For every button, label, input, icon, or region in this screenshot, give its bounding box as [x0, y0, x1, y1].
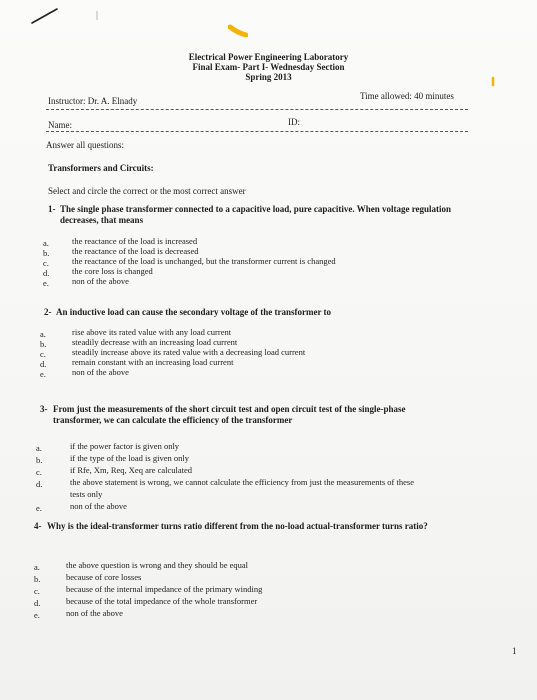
question-2-number: 2-	[44, 307, 52, 317]
q3-option-a[interactable]: if the power factor is given only	[70, 441, 180, 451]
q3-option-d-cont: tests only	[70, 489, 103, 499]
q1-option-d[interactable]: the core loss is changed	[72, 266, 153, 276]
q3-option-e[interactable]: non of the above	[70, 501, 127, 511]
question-4-text: Why is the ideal-transformer turns ratio different from the no-load actual-transformer turns ratio?	[47, 521, 428, 531]
q4-option-a[interactable]: the above question is wrong and they should be equal	[66, 560, 249, 570]
question-1-number: 1-	[48, 204, 56, 214]
q2-option-d[interactable]: remain constant with an increasing load current	[72, 357, 234, 367]
q4-option-b-letter: b.	[34, 574, 41, 584]
pen-mark-icon	[30, 6, 60, 26]
q3-option-c[interactable]: if Rfe, Xm, Req, Xeq are calculated	[70, 465, 193, 475]
q3-option-c-letter: c.	[36, 467, 42, 477]
header-title: Electrical Power Engineering Laboratory	[188, 52, 349, 62]
instruction-text: Select and circle the correct or the most correct answer	[48, 186, 246, 196]
q2-option-b[interactable]: steadily decrease with an increasing load current	[72, 337, 238, 347]
divider	[46, 131, 468, 132]
q2-option-c-letter: c.	[40, 349, 46, 359]
question-3-text: From just the measurements of the short circuit test and open circuit test of the single-phase	[53, 404, 406, 414]
question-4-number: 4-	[34, 521, 42, 531]
question-3-text-cont: transformer, we can calculate the efficiency of the transformer	[53, 415, 293, 425]
q2-option-d-letter: d.	[40, 359, 47, 369]
q4-option-c-letter: c.	[34, 586, 40, 596]
q1-option-e-letter: e.	[43, 278, 49, 288]
name-label: Name:	[48, 120, 72, 130]
q1-option-c[interactable]: the reactance of the load is unchanged, but the transformer current is changed	[72, 256, 336, 266]
q4-option-d-letter: d.	[34, 598, 41, 608]
q3-option-b[interactable]: if the type of the load is given only	[70, 453, 189, 463]
question-2-text: An inductive load can cause the secondary voltage of the transformer to	[56, 307, 332, 317]
q2-option-a-letter: a.	[40, 329, 46, 339]
q1-option-a-letter: a.	[43, 238, 49, 248]
page-number: 1	[512, 646, 517, 656]
q4-option-e[interactable]: non of the above	[66, 608, 123, 618]
q2-option-c[interactable]: steadily increase above its rated value with a decreasing load current	[72, 347, 306, 357]
question-1-text: The single phase transformer connected to a capacitive load, pure capacitive. When voltage regulation	[60, 204, 452, 214]
q3-option-d[interactable]: the above statement is wrong, we cannot calculate the efficiency from just the measurements of these	[70, 477, 414, 487]
answer-all-label: Answer all questions:	[46, 140, 124, 150]
time-allowed: Time allowed: 40 minutes	[360, 91, 454, 101]
divider	[46, 109, 468, 110]
q2-option-e-letter: e.	[40, 369, 46, 379]
q3-option-d-letter: d.	[36, 479, 43, 489]
q1-option-a[interactable]: the reactance of the load is increased	[72, 236, 198, 246]
question-3-number: 3-	[40, 404, 48, 414]
header-term: Spring 2013	[245, 72, 292, 82]
q4-option-e-letter: e.	[34, 610, 40, 620]
question-1-text-cont: decreases, that means	[60, 215, 144, 225]
q4-option-d[interactable]: because of the total impedance of the whole transformer	[66, 596, 258, 606]
q3-option-b-letter: b.	[36, 455, 43, 465]
q3-option-e-letter: e.	[36, 503, 42, 513]
q4-option-a-letter: a.	[34, 562, 40, 572]
instructor-label: Instructor: Dr. A. Elnady	[48, 96, 138, 106]
section-title: Transformers and Circuits:	[48, 163, 154, 173]
q1-option-d-letter: d.	[43, 268, 50, 278]
q3-option-a-letter: a.	[36, 443, 42, 453]
pen-dot-icon	[94, 10, 100, 22]
q2-option-a[interactable]: rise above its rated value with any load current	[72, 327, 232, 337]
q2-option-b-letter: b.	[40, 339, 47, 349]
q1-option-e[interactable]: non of the above	[72, 276, 129, 286]
q4-option-c[interactable]: because of the internal impedance of the primary winding	[66, 584, 263, 594]
q4-option-b[interactable]: because of core losses	[66, 572, 142, 582]
q1-option-b[interactable]: the reactance of the load is decreased	[72, 246, 199, 256]
header-subtitle: Final Exam- Part I- Wednesday Section	[192, 62, 345, 72]
q1-option-c-letter: c.	[43, 258, 49, 268]
id-label: ID:	[288, 117, 300, 127]
q2-option-e[interactable]: non of the above	[72, 367, 129, 377]
highlighter-mark-icon	[228, 24, 248, 38]
q1-option-b-letter: b.	[43, 248, 50, 258]
